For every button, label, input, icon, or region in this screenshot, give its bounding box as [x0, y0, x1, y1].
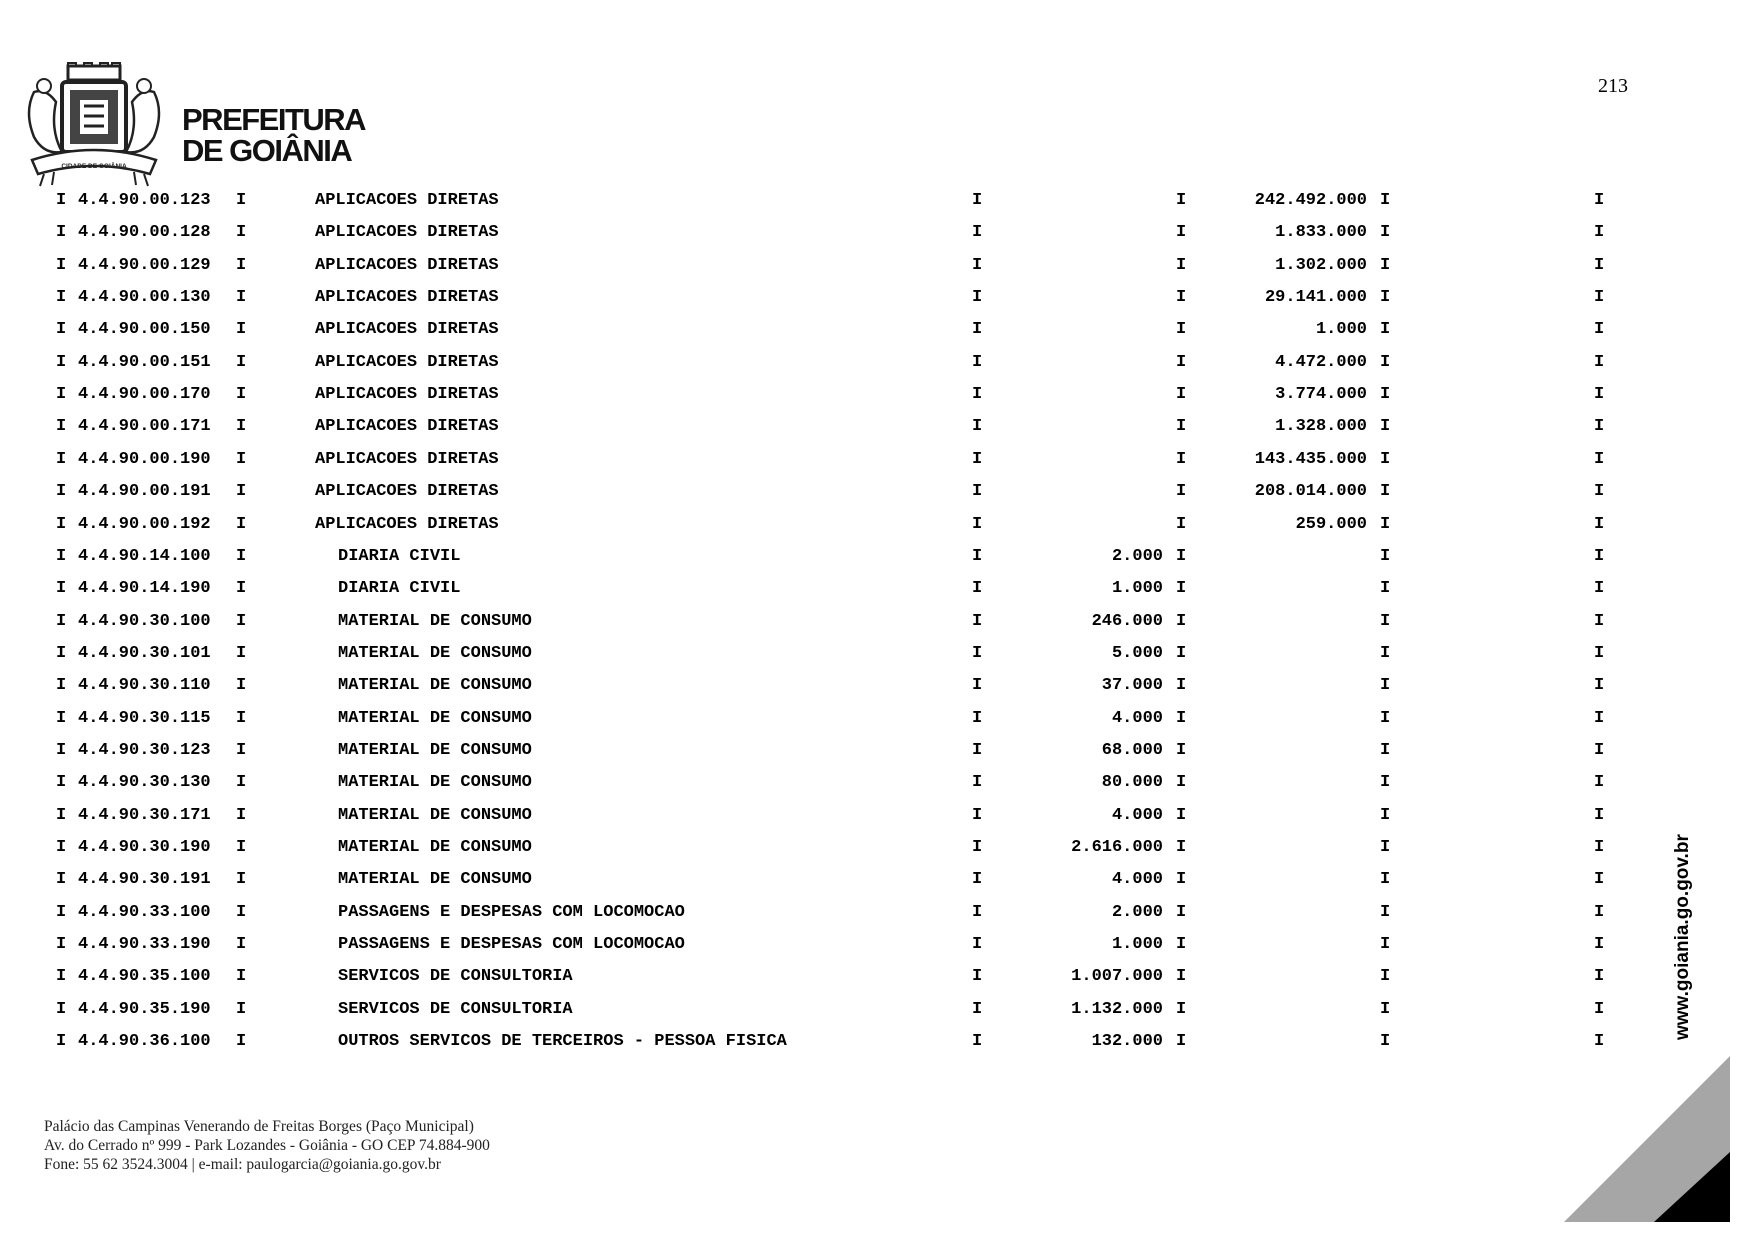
- separator: I: [1380, 708, 1391, 728]
- separator: I: [1380, 514, 1391, 534]
- separator: I: [1176, 482, 1187, 502]
- code-cell: 4.4.90.36.100: [78, 1032, 211, 1052]
- code-cell: 4.4.90.00.190: [78, 449, 211, 469]
- separator: I: [236, 1032, 247, 1052]
- separator: I: [236, 935, 247, 955]
- separator: I: [972, 579, 983, 599]
- description-cell: MATERIAL DE CONSUMO: [338, 870, 532, 890]
- table-row: [0, 186, 1640, 216]
- separator: I: [236, 352, 247, 372]
- separator: I: [1380, 417, 1391, 437]
- separator: I: [56, 838, 67, 857]
- separator: I: [1594, 482, 1605, 502]
- separator: I: [56, 708, 67, 728]
- table-row: [0, 962, 1640, 992]
- header-logo: [14, 62, 374, 192]
- description-cell: MATERIAL DE CONSUMO: [338, 805, 532, 825]
- value-cell-1: 2.000: [1111, 546, 1163, 566]
- description-cell: MATERIAL DE CONSUMO: [338, 773, 532, 793]
- separator: I: [1380, 740, 1391, 760]
- separator: I: [1594, 449, 1605, 469]
- separator: I: [1176, 935, 1187, 955]
- separator: I: [56, 902, 67, 922]
- table-row: [0, 704, 1640, 734]
- separator: I: [972, 773, 983, 793]
- separator: I: [1594, 870, 1605, 890]
- separator: I: [1176, 773, 1187, 793]
- separator: I: [972, 676, 983, 696]
- separator: I: [56, 417, 67, 437]
- separator: I: [56, 191, 67, 210]
- table-row: [0, 510, 1640, 540]
- description-cell: APLICACOES DIRETAS: [315, 417, 499, 437]
- separator: I: [56, 740, 67, 760]
- code-cell: 4.4.90.30.101: [78, 643, 211, 663]
- separator: I: [56, 611, 67, 631]
- separator: I: [1380, 1032, 1391, 1052]
- separator: I: [1176, 514, 1187, 534]
- value-cell-2: 4.472.000: [1275, 352, 1367, 372]
- page-number: 213: [1598, 75, 1628, 97]
- code-cell: 4.4.90.00.192: [78, 514, 211, 534]
- table-row: [0, 542, 1640, 572]
- separator: I: [236, 482, 247, 502]
- separator: I: [1380, 676, 1391, 696]
- separator: I: [972, 255, 983, 275]
- code-cell: 4.4.90.00.170: [78, 385, 211, 405]
- table-row: [0, 251, 1640, 281]
- separator: I: [1380, 352, 1391, 372]
- separator: I: [1380, 999, 1391, 1019]
- separator: I: [236, 676, 247, 696]
- brand-line-2: DE GOIÂNIA: [182, 133, 352, 168]
- separator: I: [972, 546, 983, 566]
- value-cell-2: 259.000: [1295, 514, 1367, 534]
- separator: I: [1380, 611, 1391, 631]
- code-cell: 4.4.90.30.171: [78, 805, 211, 825]
- separator: I: [1594, 805, 1605, 825]
- separator: I: [1380, 223, 1391, 243]
- municipal-coat-of-arms-icon: [14, 62, 174, 192]
- separator: I: [1176, 967, 1187, 987]
- separator: I: [1176, 352, 1187, 372]
- separator: I: [1594, 611, 1605, 631]
- code-cell: 4.4.90.30.100: [78, 611, 211, 631]
- separator: I: [972, 740, 983, 760]
- separator: I: [56, 514, 67, 534]
- separator: I: [56, 1032, 67, 1052]
- description-cell: MATERIAL DE CONSUMO: [338, 611, 532, 631]
- separator: I: [56, 967, 67, 987]
- separator: I: [1176, 805, 1187, 825]
- value-cell-1: 5.000: [1111, 643, 1163, 663]
- code-cell: 4.4.90.00.191: [78, 482, 211, 502]
- value-cell-1: 1.000: [1111, 579, 1163, 599]
- value-cell-1: 37.000: [1101, 676, 1163, 696]
- code-cell: 4.4.90.00.171: [78, 417, 211, 437]
- separator: I: [56, 320, 67, 340]
- table-row: [0, 315, 1640, 345]
- description-cell: MATERIAL DE CONSUMO: [338, 708, 532, 728]
- code-cell: 4.4.90.30.190: [78, 838, 211, 857]
- footer-line-1: Palácio das Campinas Venerando de Freitas Borges (Paço Municipal): [44, 1118, 474, 1135]
- separator: I: [972, 417, 983, 437]
- separator: I: [972, 902, 983, 922]
- separator: I: [1380, 870, 1391, 890]
- separator: I: [1176, 708, 1187, 728]
- separator: I: [1594, 223, 1605, 243]
- separator: I: [236, 223, 247, 243]
- separator: I: [236, 805, 247, 825]
- value-cell-2: 242.492.000: [1254, 191, 1367, 210]
- separator: I: [56, 449, 67, 469]
- separator: I: [1176, 579, 1187, 599]
- separator: I: [1594, 999, 1605, 1019]
- separator: I: [236, 514, 247, 534]
- table-row: [0, 898, 1640, 928]
- code-cell: 4.4.90.30.115: [78, 708, 211, 728]
- separator: I: [1594, 288, 1605, 308]
- value-cell-1: 1.007.000: [1071, 967, 1163, 987]
- table-row: [0, 607, 1640, 637]
- value-cell-2: 1.833.000: [1275, 223, 1367, 243]
- separator: I: [1594, 838, 1605, 857]
- code-cell: 4.4.90.00.129: [78, 255, 211, 275]
- description-cell: APLICACOES DIRETAS: [315, 223, 499, 243]
- value-cell-2: 143.435.000: [1254, 449, 1367, 469]
- description-cell: APLICACOES DIRETAS: [315, 449, 499, 469]
- description-cell: OUTROS SERVICOS DE TERCEIROS - PESSOA FISICA: [338, 1032, 787, 1052]
- value-cell-2: 29.141.000: [1264, 288, 1367, 308]
- separator: I: [1176, 385, 1187, 405]
- separator: I: [1176, 223, 1187, 243]
- table-row: [0, 412, 1640, 442]
- separator: I: [236, 288, 247, 308]
- description-cell: SERVICOS DE CONSULTORIA: [338, 967, 573, 987]
- separator: I: [56, 935, 67, 955]
- table-row: [0, 218, 1640, 248]
- value-cell-1: 4.000: [1111, 870, 1163, 890]
- table-row: [0, 574, 1640, 604]
- separator: I: [1380, 255, 1391, 275]
- separator: I: [1176, 546, 1187, 566]
- description-cell: APLICACOES DIRETAS: [315, 352, 499, 372]
- footer-address: [44, 1117, 490, 1174]
- table-row: [0, 801, 1640, 831]
- separator: I: [1594, 708, 1605, 728]
- separator: I: [56, 546, 67, 566]
- separator: I: [972, 1032, 983, 1052]
- separator: I: [1594, 579, 1605, 599]
- separator: I: [1176, 676, 1187, 696]
- separator: I: [1176, 643, 1187, 663]
- separator: I: [972, 935, 983, 955]
- value-cell-2: 1.328.000: [1275, 417, 1367, 437]
- separator: I: [56, 288, 67, 308]
- table-row: [0, 477, 1640, 507]
- description-cell: APLICACOES DIRETAS: [315, 288, 499, 308]
- table-row: [0, 445, 1640, 475]
- footer-line-2: Av. do Cerrado nº 999 - Park Lozandes - Goiânia - GO CEP 74.884-900: [44, 1137, 490, 1154]
- footer-line-3: Fone: 55 62 3524.3004 | e-mail: paulogarcia@goiania.go.gov.br: [44, 1156, 441, 1173]
- value-cell-1: 1.132.000: [1071, 999, 1163, 1019]
- separator: I: [1176, 417, 1187, 437]
- separator: I: [56, 643, 67, 663]
- separator: I: [1176, 838, 1187, 857]
- code-cell: 4.4.90.00.128: [78, 223, 211, 243]
- separator: I: [236, 838, 247, 857]
- separator: I: [972, 223, 983, 243]
- description-cell: PASSAGENS E DESPESAS COM LOCOMOCAO: [338, 902, 685, 922]
- separator: I: [1176, 191, 1187, 210]
- value-cell-2: 1.000: [1315, 320, 1367, 340]
- code-cell: 4.4.90.00.150: [78, 320, 211, 340]
- separator: I: [1594, 676, 1605, 696]
- separator: I: [56, 773, 67, 793]
- code-cell: 4.4.90.30.110: [78, 676, 211, 696]
- value-cell-1: 4.000: [1111, 805, 1163, 825]
- separator: I: [972, 838, 983, 857]
- value-cell-1: 2.000: [1111, 902, 1163, 922]
- separator: I: [1380, 643, 1391, 663]
- separator: I: [56, 482, 67, 502]
- separator: I: [972, 643, 983, 663]
- separator: I: [236, 999, 247, 1019]
- code-cell: 4.4.90.35.100: [78, 967, 211, 987]
- separator: I: [972, 482, 983, 502]
- description-cell: APLICACOES DIRETAS: [315, 320, 499, 340]
- separator: I: [56, 676, 67, 696]
- separator: I: [1594, 385, 1605, 405]
- separator: I: [56, 579, 67, 599]
- code-cell: 4.4.90.30.130: [78, 773, 211, 793]
- separator: I: [972, 352, 983, 372]
- separator: I: [1594, 773, 1605, 793]
- value-cell-1: 246.000: [1091, 611, 1163, 631]
- separator: I: [1380, 805, 1391, 825]
- separator: I: [1380, 482, 1391, 502]
- separator: I: [236, 320, 247, 340]
- description-cell: APLICACOES DIRETAS: [315, 191, 499, 210]
- separator: I: [972, 870, 983, 890]
- separator: I: [972, 385, 983, 405]
- description-cell: APLICACOES DIRETAS: [315, 514, 499, 534]
- description-cell: MATERIAL DE CONSUMO: [338, 740, 532, 760]
- code-cell: 4.4.90.00.151: [78, 352, 211, 372]
- separator: I: [56, 870, 67, 890]
- code-cell: 4.4.90.00.130: [78, 288, 211, 308]
- separator: I: [972, 708, 983, 728]
- description-cell: APLICACOES DIRETAS: [315, 255, 499, 275]
- description-cell: DIARIA CIVIL: [338, 546, 461, 566]
- separator: I: [1176, 611, 1187, 631]
- separator: I: [972, 999, 983, 1019]
- separator: I: [972, 611, 983, 631]
- brand-line-1: PREFEITURA: [182, 102, 366, 137]
- separator: I: [972, 449, 983, 469]
- separator: I: [236, 967, 247, 987]
- separator: I: [1594, 902, 1605, 922]
- separator: I: [1594, 255, 1605, 275]
- separator: I: [1380, 967, 1391, 987]
- separator: I: [56, 352, 67, 372]
- description-cell: MATERIAL DE CONSUMO: [338, 838, 532, 857]
- description-cell: SERVICOS DE CONSULTORIA: [338, 999, 573, 1019]
- brand-name: [182, 104, 365, 166]
- separator: I: [236, 773, 247, 793]
- separator: I: [1594, 514, 1605, 534]
- separator: I: [1594, 1032, 1605, 1052]
- table-row: [0, 671, 1640, 701]
- table-row: [0, 995, 1640, 1025]
- separator: I: [1380, 838, 1391, 857]
- separator: I: [972, 967, 983, 987]
- separator: I: [56, 385, 67, 405]
- separator: I: [1380, 385, 1391, 405]
- separator: I: [236, 740, 247, 760]
- separator: I: [972, 191, 983, 210]
- value-cell-2: 1.302.000: [1275, 255, 1367, 275]
- separator: I: [1176, 320, 1187, 340]
- description-cell: MATERIAL DE CONSUMO: [338, 643, 532, 663]
- separator: I: [1380, 288, 1391, 308]
- table-row: [0, 639, 1640, 669]
- separator: I: [972, 320, 983, 340]
- separator: I: [1176, 288, 1187, 308]
- separator: I: [1176, 255, 1187, 275]
- separator: I: [1594, 967, 1605, 987]
- separator: I: [972, 288, 983, 308]
- value-cell-1: 4.000: [1111, 708, 1163, 728]
- code-cell: 4.4.90.14.100: [78, 546, 211, 566]
- table-row: [0, 833, 1640, 863]
- corner-decoration: [1564, 1056, 1730, 1222]
- table-row: [0, 736, 1640, 766]
- separator: I: [1594, 935, 1605, 955]
- separator: I: [1380, 579, 1391, 599]
- separator: I: [236, 611, 247, 631]
- separator: I: [1380, 902, 1391, 922]
- separator: I: [1594, 320, 1605, 340]
- table-row: [0, 380, 1640, 410]
- separator: I: [236, 255, 247, 275]
- separator: I: [1594, 740, 1605, 760]
- separator: I: [1176, 902, 1187, 922]
- separator: I: [1594, 417, 1605, 437]
- value-cell-1: 80.000: [1101, 773, 1163, 793]
- separator: I: [236, 643, 247, 663]
- code-cell: 4.4.90.00.123: [78, 191, 211, 210]
- code-cell: 4.4.90.35.190: [78, 999, 211, 1019]
- separator: I: [1594, 352, 1605, 372]
- description-cell: MATERIAL DE CONSUMO: [338, 676, 532, 696]
- value-cell-1: 2.616.000: [1071, 838, 1163, 857]
- separator: I: [1380, 191, 1391, 210]
- separator: I: [1594, 643, 1605, 663]
- separator: I: [236, 579, 247, 599]
- separator: I: [1176, 870, 1187, 890]
- separator: I: [1176, 999, 1187, 1019]
- value-cell-1: 68.000: [1101, 740, 1163, 760]
- code-cell: 4.4.90.33.100: [78, 902, 211, 922]
- separator: I: [1380, 546, 1391, 566]
- separator: I: [56, 255, 67, 275]
- description-cell: DIARIA CIVIL: [338, 579, 461, 599]
- separator: I: [972, 514, 983, 534]
- description-cell: PASSAGENS E DESPESAS COM LOCOMOCAO: [338, 935, 685, 955]
- svg-text:CIDADE DE GOIÂNIA: CIDADE DE GOIÂNIA: [61, 163, 127, 170]
- value-cell-2: 208.014.000: [1254, 482, 1367, 502]
- table-row: [0, 348, 1640, 378]
- separator: I: [1594, 546, 1605, 566]
- separator: I: [1176, 1032, 1187, 1052]
- side-url: www.goiania.go.gov.br: [1672, 834, 1693, 1040]
- description-cell: APLICACOES DIRETAS: [315, 482, 499, 502]
- separator: I: [236, 870, 247, 890]
- separator: I: [972, 805, 983, 825]
- description-cell: APLICACOES DIRETAS: [315, 385, 499, 405]
- code-cell: 4.4.90.14.190: [78, 579, 211, 599]
- code-cell: 4.4.90.30.191: [78, 870, 211, 890]
- separator: I: [1380, 320, 1391, 340]
- separator: I: [236, 449, 247, 469]
- separator: I: [56, 223, 67, 243]
- value-cell-1: 1.000: [1111, 935, 1163, 955]
- separator: I: [1380, 935, 1391, 955]
- separator: I: [56, 805, 67, 825]
- table-row: [0, 865, 1640, 895]
- separator: I: [1380, 449, 1391, 469]
- separator: I: [236, 385, 247, 405]
- separator: I: [236, 417, 247, 437]
- table-row: [0, 930, 1640, 960]
- table-row: [0, 1027, 1640, 1057]
- separator: I: [1594, 191, 1605, 210]
- value-cell-2: 3.774.000: [1275, 385, 1367, 405]
- value-cell-1: 132.000: [1091, 1032, 1163, 1052]
- table-row: [0, 283, 1640, 313]
- separator: I: [236, 902, 247, 922]
- table-row: [0, 768, 1640, 798]
- code-cell: 4.4.90.30.123: [78, 740, 211, 760]
- separator: I: [236, 191, 247, 210]
- separator: I: [1380, 773, 1391, 793]
- separator: I: [56, 999, 67, 1019]
- separator: I: [236, 546, 247, 566]
- code-cell: 4.4.90.33.190: [78, 935, 211, 955]
- separator: I: [1176, 449, 1187, 469]
- separator: I: [1176, 740, 1187, 760]
- separator: I: [236, 708, 247, 728]
